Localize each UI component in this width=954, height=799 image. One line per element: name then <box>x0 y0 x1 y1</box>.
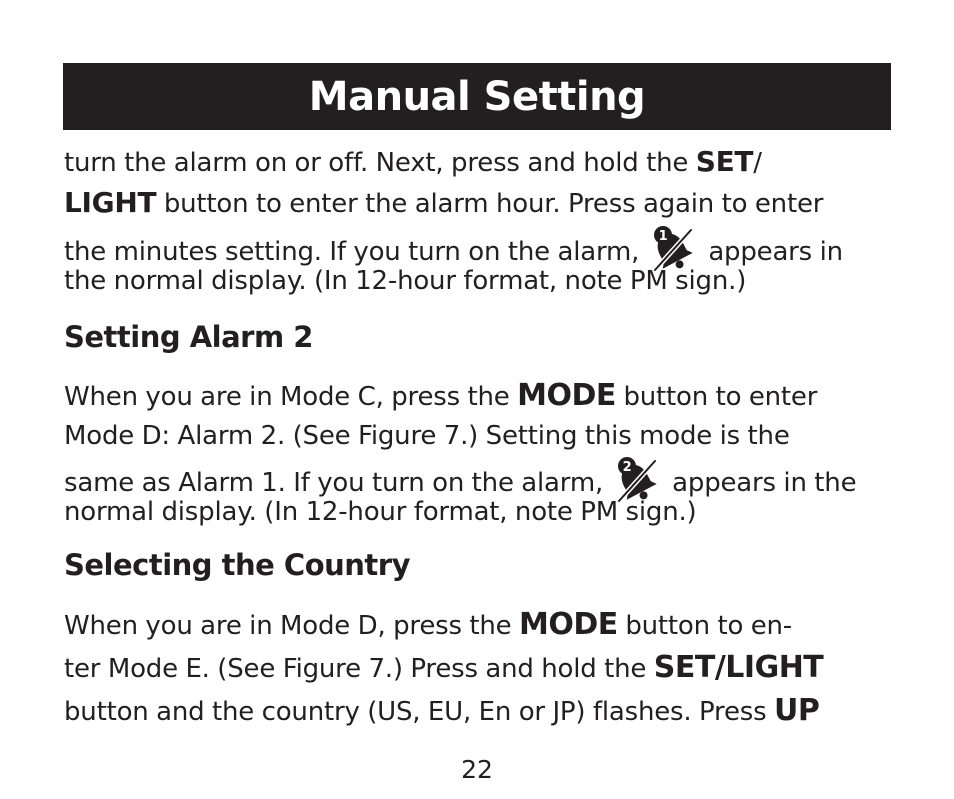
country-line-2: ter Mode E. (See Figure 7.) Press and hold the SET/LIGHT <box>64 650 824 685</box>
alarm-2-line-2: Mode D: Alarm 2. (See Figure 7.) Setting this mode is the <box>64 421 790 451</box>
svg-text:1: 1 <box>658 229 668 244</box>
alarm-2-paragraph <box>64 374 896 531</box>
section-heading-alarm-2: Setting Alarm 2 <box>64 320 313 354</box>
alarm-2-line-4: normal display. (In 12-hour format, note PM sign.) <box>64 497 697 527</box>
intro-line-4: the normal display. (In 12-hour format, note PM sign.) <box>64 266 747 296</box>
intro-line-3: the minutes setting. If you turn on the alarm, 1 appears in <box>64 224 896 262</box>
mode-button-label: MODE <box>517 378 616 413</box>
intro-line-2: LIGHT button to enter the alarm hour. Press again to enter <box>64 186 824 219</box>
country-line-3: button and the country (US, EU, En or JP) flashes. Press UP <box>64 693 820 728</box>
set-light-label-part1: SET <box>695 145 754 178</box>
header-bar <box>63 63 891 130</box>
alarm-2-line-3: same as Alarm 1. If you turn on the alarm, 2 appears in the <box>64 455 896 493</box>
alarm-2-line-1: When you are in Mode C, press the MODE button to enter <box>64 378 818 413</box>
mode-button-label: MODE <box>519 607 618 642</box>
set-light-label-part2: LIGHT <box>64 186 157 219</box>
svg-text:2: 2 <box>622 460 632 475</box>
page-number: 22 <box>461 755 493 784</box>
intro-paragraph <box>64 143 896 300</box>
country-line-1: When you are in Mode D, press the MODE button to en- <box>64 607 792 642</box>
page-title: Manual Setting <box>308 73 646 120</box>
section-heading-country: Selecting the Country <box>64 548 410 582</box>
up-button-label: UP <box>774 693 820 728</box>
intro-line-1: turn the alarm on or off. Next, press and hold the SET/ <box>64 145 762 178</box>
set-light-button-label: SET/LIGHT <box>653 650 824 685</box>
country-paragraph <box>64 603 896 732</box>
